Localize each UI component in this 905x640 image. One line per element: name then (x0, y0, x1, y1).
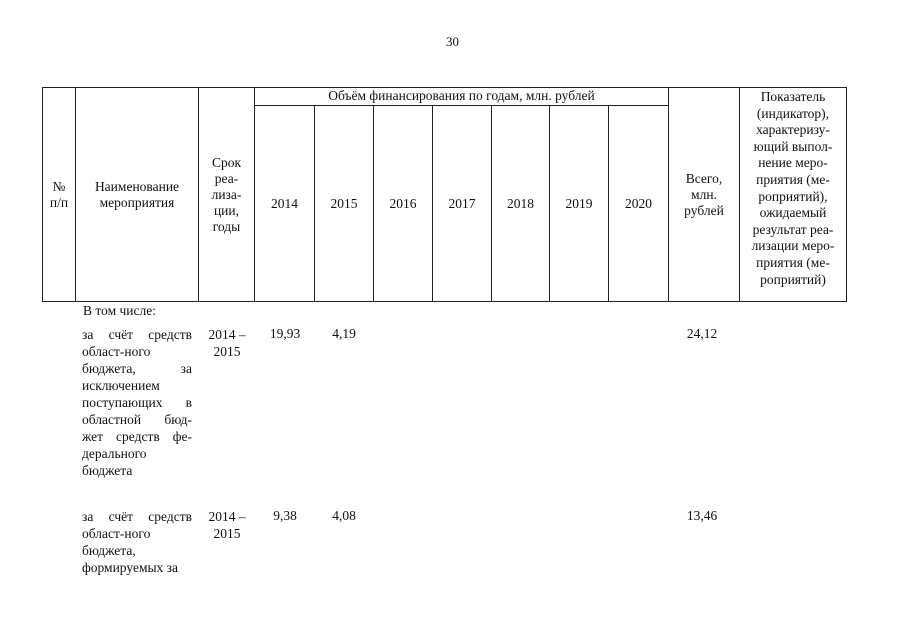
row-1-value-2015: 4,19 (332, 326, 356, 341)
col-header-indicator: Показатель (индикатор), характеризу- ющий выпол- нение меро- приятия (ме- роприятий), ожидаемый результат реа- лизации меро- приятия (ме- роприятий) (751, 89, 835, 287)
col-header-funding-group: Объём финансирования по годам, млн. рублей (328, 88, 595, 103)
row-1-total: 24,12 (686, 326, 718, 341)
row-2-value-2014: 9,38 (273, 508, 297, 523)
col-border (846, 87, 847, 302)
col-header-number: № п/п (49, 178, 69, 210)
row-2-term: 2014 – 2015 (208, 509, 246, 541)
row-1-name: за счёт средств област-ного бюджета, за исключением поступающих в областной бюд-жет средств фе-дерального бюджета (82, 327, 192, 478)
col-header-year: 2014 (271, 195, 298, 211)
row-1-term: 2014 – 2015 (208, 327, 246, 359)
row-1-value-2014: 19,93 (269, 326, 301, 341)
col-header-year: 2016 (389, 195, 417, 211)
page-number: 30 (446, 34, 459, 49)
col-header-year: 2017 (448, 195, 476, 211)
col-header-year: 2015 (330, 195, 358, 211)
col-header-total: Всего, млн. рублей (684, 170, 724, 218)
continuation-label: В том числе: (83, 303, 156, 318)
col-header-name: Наименование мероприятия (94, 178, 180, 210)
row-2-total: 13,46 (686, 508, 718, 523)
col-header-year: 2020 (625, 195, 652, 211)
table-header (42, 87, 847, 302)
col-header-term: Срок реа- лиза- ции, годы (211, 154, 242, 234)
row-2-name: за счёт средств област-ного бюджета, формируемых за (82, 509, 192, 575)
row-2-value-2015: 4,08 (332, 508, 356, 523)
col-header-year: 2018 (507, 195, 534, 211)
col-header-year: 2019 (565, 195, 593, 211)
